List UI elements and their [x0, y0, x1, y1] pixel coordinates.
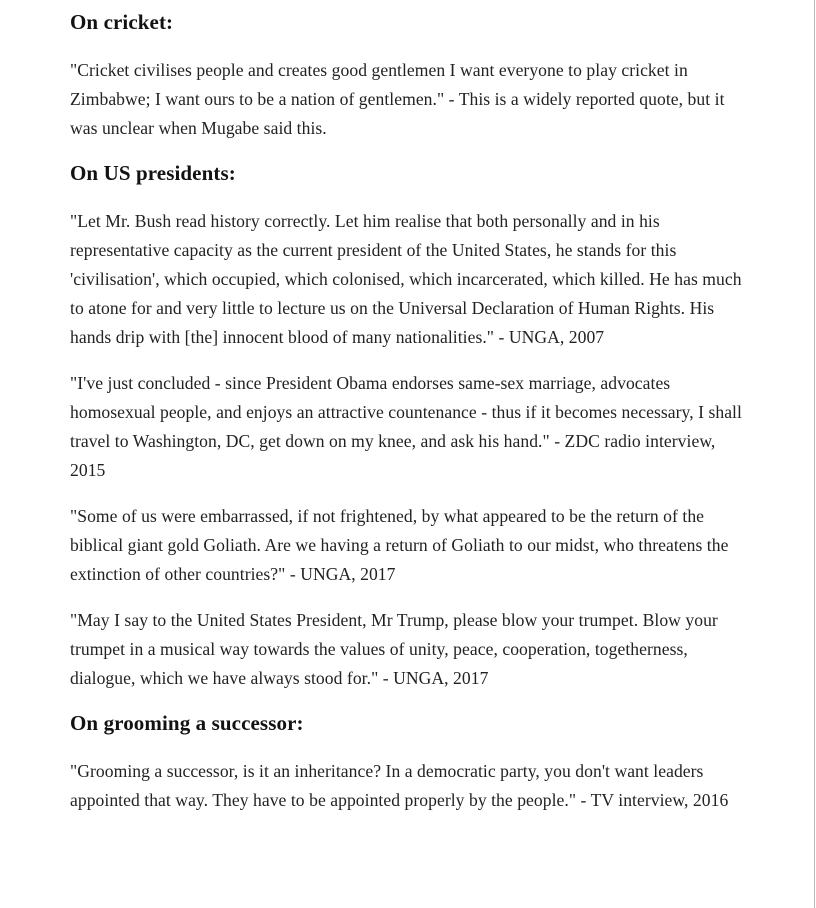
quote-cricket: "Cricket civilises people and creates good gentlemen I want everyone to play cricket in Zimbabwe; I want ours to be a nation of gentlemen." - This is a widely reported quote, but it was unclear when Mugabe said this.: [70, 60, 725, 138]
article-body: [70, 8, 750, 815]
quote-obama: "I've just concluded - since President Obama endorses same-sex marriage, advocates homosexual people, and enjoys an attractive countenance - thus if it becomes necessary, I shall travel to Washington, DC, get down on my knee, and ask his hand." - ZDC radio interview, 2015: [70, 373, 742, 480]
quote-bush: "Let Mr. Bush read history correctly. Let him realise that both personally and in his representative capacity as the current president of the United States, he stands for this 'civilisation', which occupied, which colonised, which incarcerated, which killed. He has much to atone for and very little to lecture us on the Universal Declaration of Human Rights. His hands drip with [the] innocent blood of many nationalities." - UNGA, 2007: [70, 211, 742, 347]
quote-goliath: "Some of us were embarrassed, if not frightened, by what appeared to be the return of the biblical giant gold Goliath. Are we having a return of Goliath to our midst, who threatens the extinction of other countries?" - UNGA, 2017: [70, 506, 729, 584]
section-heading-cricket: On cricket:: [70, 10, 174, 34]
quote-trump: "May I say to the United States President, Mr Trump, please blow your trumpet. Blow your trumpet in a musical way towards the values of unity, peace, cooperation, togetherness, dialogue, which we have always stood for." - UNGA, 2017: [70, 610, 718, 688]
section-heading-us-presidents: On US presidents:: [70, 161, 236, 185]
page-edge-divider: [814, 0, 815, 908]
section-heading-successor: On grooming a successor:: [70, 711, 304, 735]
quote-successor: "Grooming a successor, is it an inheritance? In a democratic party, you don't want leaders appointed that way. They have to be appointed properly by the people." - TV interview, 2016: [70, 761, 729, 810]
